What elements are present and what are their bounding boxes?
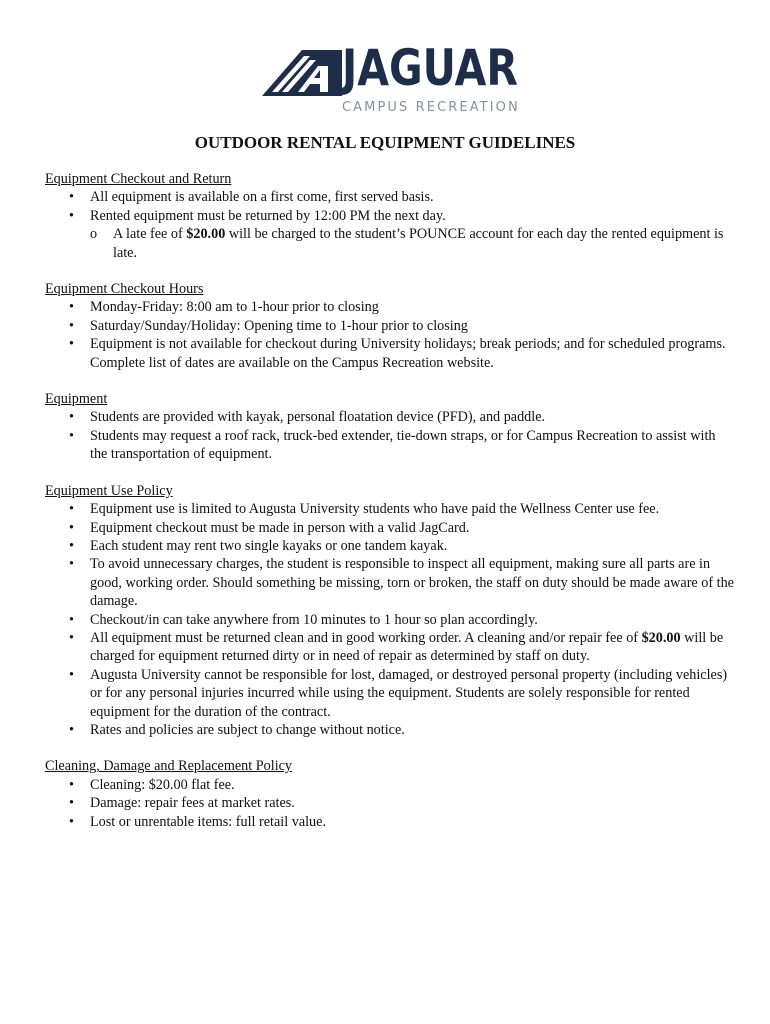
list-item <box>45 813 735 831</box>
list-item <box>45 298 735 316</box>
list-item <box>45 721 735 739</box>
section-heading: Equipment Checkout and Return <box>45 171 232 187</box>
bullet-icon: • <box>69 519 74 536</box>
list-item <box>45 537 735 555</box>
bullet-icon: • <box>69 409 74 426</box>
list-item-text: Cleaning: $20.00 flat fee. <box>90 776 235 793</box>
bullet-icon: • <box>69 776 74 793</box>
list-item-text: will be charged for equipment returned dirty or in need of repair as determined by staff on duty. <box>90 629 724 665</box>
list-item-text: Equipment checkout must be made in person with a valid JagCard. <box>90 519 470 536</box>
bullet-icon: • <box>69 189 74 206</box>
bullet-icon: • <box>69 556 74 573</box>
jaguar-a-mark-icon <box>258 48 342 98</box>
list-item-text: To avoid unnecessary charges, the student is responsible to inspect all equipment, making sure all parts are in good, working order. Should something be missing, torn or broken, the staff on duty should be made aware of the damage. <box>90 556 734 610</box>
document-title: OUTDOOR RENTAL EQUIPMENT GUIDELINES <box>194 133 576 152</box>
list-item <box>45 317 735 335</box>
section-checkout-hours <box>45 280 735 372</box>
hollow-bullet-icon: o <box>90 226 98 243</box>
list-item <box>45 629 735 666</box>
list-item <box>45 555 735 610</box>
list-item <box>45 408 735 426</box>
list-item <box>45 427 735 464</box>
list-item <box>45 794 735 812</box>
list-item <box>45 519 735 537</box>
list-item-text: All equipment must be returned clean and in good working order. A cleaning and/or repair fee of <box>90 629 642 646</box>
section-cleaning-damage <box>45 757 735 831</box>
section-checkout-return <box>45 170 735 262</box>
list-item <box>45 666 735 721</box>
list-item <box>45 611 735 629</box>
section-equipment <box>45 390 735 464</box>
bullet-icon: • <box>69 629 74 646</box>
list-item-text: Students may request a roof rack, truck-bed extender, tie-down straps, or for Campus Recreation to assist with the transportation of equipment. <box>90 427 716 463</box>
list-item-text: Augusta University cannot be responsible for lost, damaged, or destroyed personal property (including vehicles) or for any personal injuries incurred while using the equipment. Students are solely responsible for rented equipment for the duration of the contract. <box>90 666 728 720</box>
bullet-icon: • <box>69 795 74 812</box>
list-item <box>45 188 735 206</box>
bullet-icon: • <box>69 336 74 353</box>
list-item-text: Equipment is not available for checkout during University holidays; break periods; and for scheduled programs. Complete list of dates are available on the Campus Recreation website. <box>90 336 726 371</box>
bullet-icon: • <box>69 721 74 738</box>
bullet-icon: • <box>69 813 74 830</box>
bullet-icon: • <box>69 299 74 316</box>
list-item <box>45 776 735 794</box>
document-body <box>45 170 735 849</box>
list-item-text: Equipment use is limited to Augusta University students who have paid the Wellness Center use fee. <box>90 501 660 518</box>
section-heading: Cleaning, Damage and Replacement Policy <box>45 758 293 775</box>
list-item-text: A late fee of <box>113 226 187 243</box>
repair-fee-amount: $20.00 <box>641 629 681 646</box>
sub-list-item <box>90 225 735 262</box>
late-fee-amount: $20.00 <box>186 226 226 243</box>
list-item-text: will be charged to the student’s POUNCE account for each day the rented equipment is late. <box>113 226 724 261</box>
bullet-icon: • <box>69 501 74 518</box>
bullet-icon: • <box>69 317 74 334</box>
list-item-text: Rented equipment must be returned by 12:00 PM the next day. <box>90 207 446 224</box>
list-item-text: Each student may rent two single kayaks or one tandem kayak. <box>90 537 448 554</box>
section-heading: Equipment Use Policy <box>45 482 173 499</box>
logo-wordmark: JAGUAR <box>342 39 518 97</box>
bullet-icon: • <box>69 666 74 683</box>
list-item-text: Damage: repair fees at market rates. <box>90 795 295 812</box>
list-item <box>45 500 735 518</box>
list-item-text: Students are provided with kayak, personal floatation device (PFD), and paddle. <box>90 409 546 426</box>
list-item-text: Saturday/Sunday/Holiday: Opening time to 1-hour prior to closing <box>90 317 468 334</box>
list-item <box>45 335 735 372</box>
section-use-policy <box>45 482 735 740</box>
bullet-icon: • <box>69 537 74 554</box>
list-item-text: Monday-Friday: 8:00 am to 1-hour prior to closing <box>90 299 379 316</box>
list-item-text: Rates and policies are subject to change without notice. <box>90 721 405 738</box>
bullet-icon: • <box>69 427 74 444</box>
bullet-icon: • <box>69 611 74 628</box>
logo-subtitle: CAMPUS RECREATION <box>342 100 520 115</box>
list-item <box>45 207 735 262</box>
jaguar-campus-recreation-logo <box>258 39 520 120</box>
list-item-text: Lost or unrentable items: full retail value. <box>90 813 326 830</box>
list-item-text: Checkout/in can take anywhere from 10 minutes to 1 hour so plan accordingly. <box>90 611 538 628</box>
section-heading: Equipment Checkout Hours <box>45 281 204 298</box>
section-heading: Equipment <box>45 391 108 408</box>
bullet-icon: • <box>69 207 74 224</box>
list-item-text: All equipment is available on a first come, first served basis. <box>90 189 434 206</box>
